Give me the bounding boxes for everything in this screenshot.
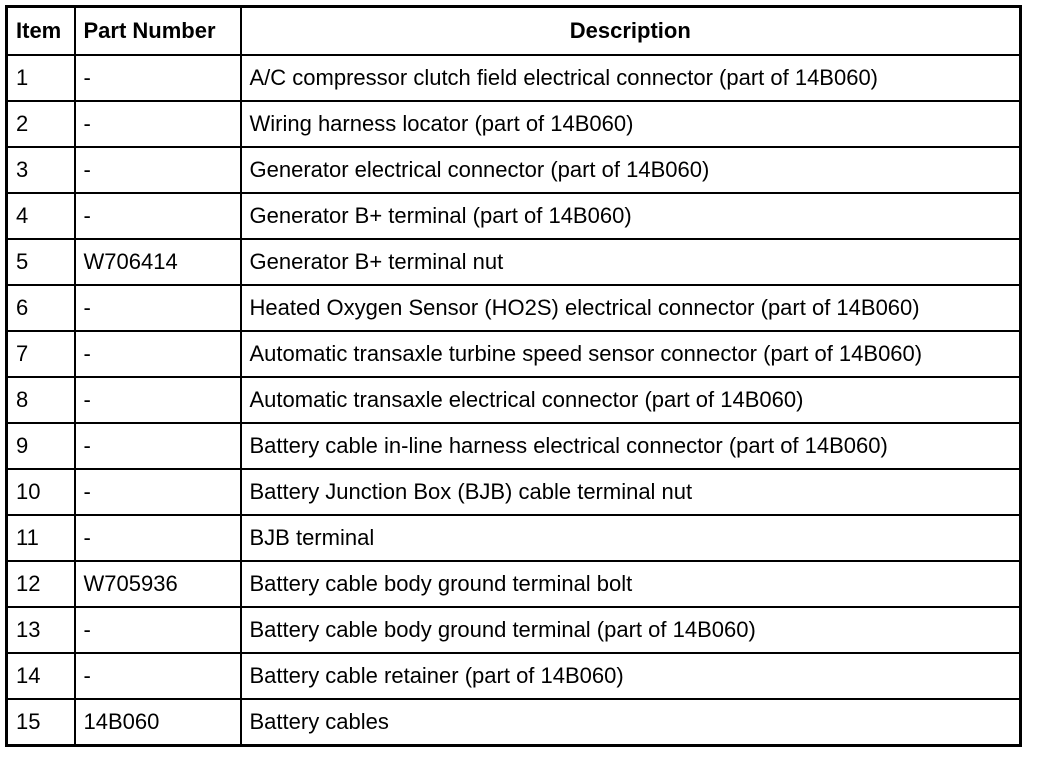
table-row [7,607,1021,653]
description-cell: Automatic transaxle turbine speed sensor connector (part of 14B060) [241,331,1021,377]
description-cell: Heated Oxygen Sensor (HO2S) electrical connector (part of 14B060) [241,285,1021,331]
part-number-cell: 14B060 [75,699,241,746]
table-row [7,285,1021,331]
description-cell: Battery cable in-line harness electrical connector (part of 14B060) [241,423,1021,469]
item-cell: 4 [7,193,75,239]
description-cell: Battery cable body ground terminal bolt [241,561,1021,607]
description-cell: A/C compressor clutch field electrical connector (part of 14B060) [241,55,1021,101]
item-cell: 3 [7,147,75,193]
table-row [7,423,1021,469]
table-row [7,55,1021,101]
item-cell: 10 [7,469,75,515]
item-cell: 13 [7,607,75,653]
table-row [7,515,1021,561]
item-cell: 14 [7,653,75,699]
parts-table [5,5,1022,747]
table-row [7,101,1021,147]
column-header-part-number: Part Number [75,7,241,56]
description-cell: Generator electrical connector (part of 14B060) [241,147,1021,193]
part-number-cell: - [75,423,241,469]
item-cell: 11 [7,515,75,561]
description-cell: Battery cables [241,699,1021,746]
description-cell: Battery cable body ground terminal (part of 14B060) [241,607,1021,653]
part-number-cell: - [75,147,241,193]
description-cell: BJB terminal [241,515,1021,561]
description-cell: Generator B+ terminal nut [241,239,1021,285]
item-cell: 2 [7,101,75,147]
part-number-cell: - [75,377,241,423]
table-row [7,239,1021,285]
part-number-cell: - [75,55,241,101]
description-cell: Automatic transaxle electrical connector (part of 14B060) [241,377,1021,423]
item-cell: 9 [7,423,75,469]
header-row [7,7,1021,56]
part-number-cell: - [75,515,241,561]
description-cell: Generator B+ terminal (part of 14B060) [241,193,1021,239]
description-cell: Wiring harness locator (part of 14B060) [241,101,1021,147]
table-row [7,193,1021,239]
table-row [7,377,1021,423]
item-cell: 5 [7,239,75,285]
table-row [7,561,1021,607]
item-cell: 7 [7,331,75,377]
table-row [7,699,1021,746]
description-cell: Battery cable retainer (part of 14B060) [241,653,1021,699]
item-cell: 6 [7,285,75,331]
table-row [7,469,1021,515]
part-number-cell: W706414 [75,239,241,285]
item-cell: 12 [7,561,75,607]
column-header-item: Item [7,7,75,56]
part-number-cell: - [75,193,241,239]
description-cell: Battery Junction Box (BJB) cable terminal nut [241,469,1021,515]
column-header-description: Description [241,7,1021,56]
table-body [7,55,1021,746]
table-row [7,331,1021,377]
item-cell: 1 [7,55,75,101]
part-number-cell: - [75,653,241,699]
table-header [7,7,1021,56]
item-cell: 15 [7,699,75,746]
part-number-cell: - [75,331,241,377]
part-number-cell: - [75,285,241,331]
table-row [7,653,1021,699]
table-row [7,147,1021,193]
part-number-cell: - [75,101,241,147]
part-number-cell: - [75,469,241,515]
part-number-cell: - [75,607,241,653]
item-cell: 8 [7,377,75,423]
part-number-cell: W705936 [75,561,241,607]
